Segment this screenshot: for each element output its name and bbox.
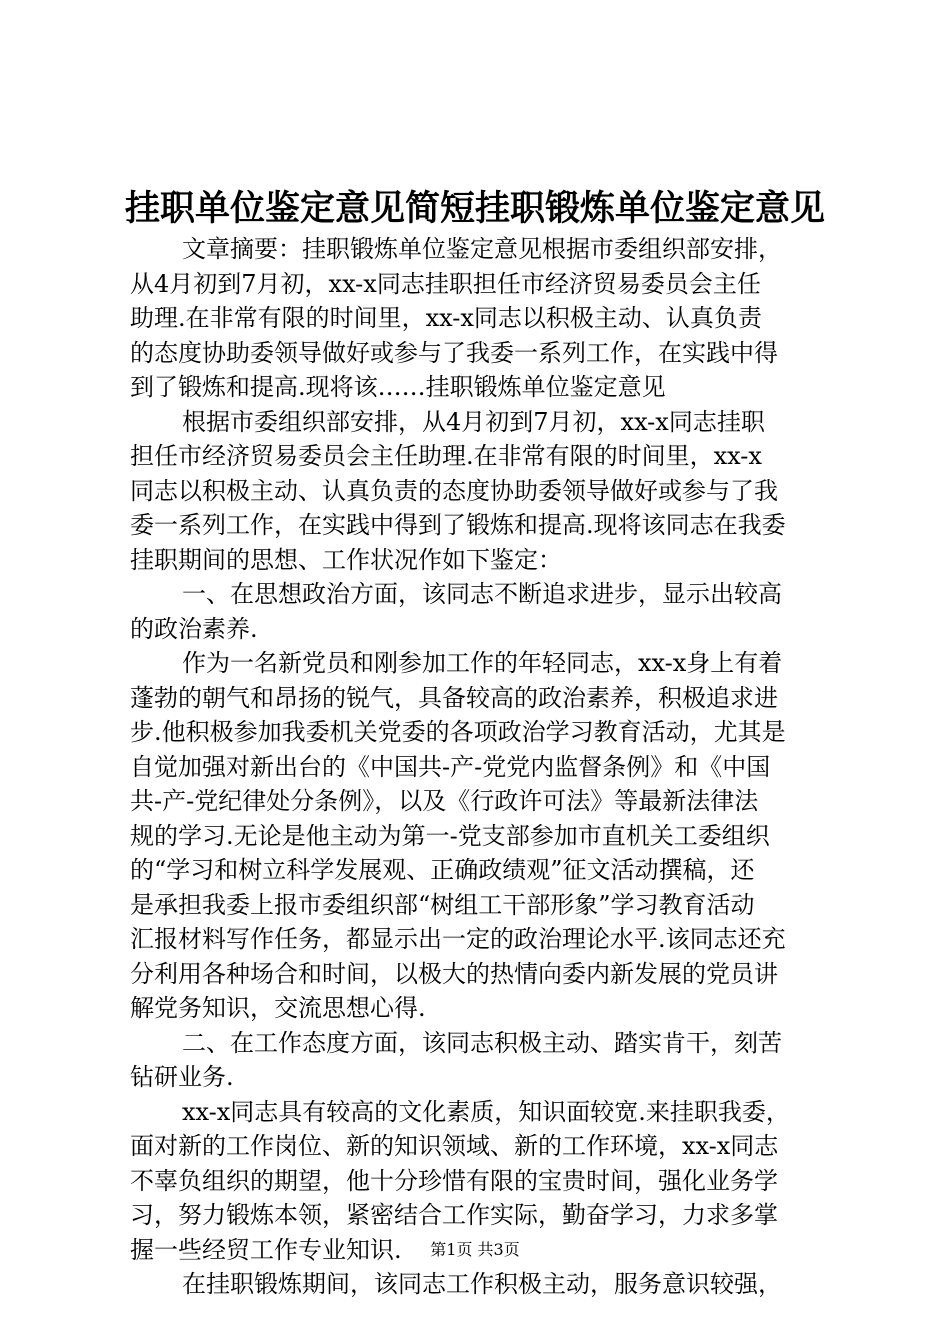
document-title: 挂职单位鉴定意见简短挂职锻炼单位鉴定意见 [124, 188, 825, 229]
paragraph-line: 钻研业务. [130, 1063, 234, 1091]
paragraph-line: 习，努力锻炼本领，紧密结合工作实际，勤奋学习，力求多掌 [130, 1201, 778, 1229]
paragraph-line: 分利用各种场合和时间，以极大的热情向委内新发展的党员讲 [130, 959, 778, 988]
paragraph-line: 解党务知识，交流思想心得. [130, 994, 426, 1022]
paragraph-line: 共-产-党纪律处分条例》，以及《行政许可法》等最新法律法 [130, 787, 759, 815]
paragraph-line: 不辜负组织的期望，他十分珍惜有限的宝贵时间，强化业务学 [130, 1166, 778, 1195]
paragraph-line: 担任市经济贸易委员会主任助理.在非常有限的时间里，xx-x [130, 442, 762, 470]
paragraph-line: 根据市委组织部安排，从4月初到7月初，xx-x同志挂职 [182, 407, 765, 436]
paragraph-line: 的政治素养. [130, 614, 258, 643]
paragraph-line: 握一些经贸工作专业知识. [130, 1235, 402, 1264]
paragraph-line: 蓬勃的朝气和昂扬的锐气，具备较高的政治素养，积极追求进 [130, 683, 778, 712]
paragraph-line: 挂职期间的思想、工作状况作如下鉴定： [130, 545, 562, 574]
paragraph-line: 一、在思想政治方面，该同志不断追求进步，显示出较高 [182, 580, 782, 608]
page-number-footer: 第1页 共3页 [430, 1240, 520, 1259]
paragraph-line: 文章摘要：挂职锻炼单位鉴定意见根据市委组织部安排， [182, 235, 782, 263]
paragraph-line: 同志以积极主动、认真负责的态度协助委领导做好或参与了我 [130, 476, 778, 505]
paragraph-line: 步.他积极参加我委机关党委的各项政治学习教育活动，尤其是 [130, 718, 786, 746]
paragraph-line: 二、在工作态度方面，该同志积极主动、踏实肯干，刻苦 [182, 1028, 782, 1057]
paragraph-line: 自觉加强对新出台的《中国共-产-党党内监督条例》和《中国 [130, 752, 771, 781]
paragraph-line: 从4月初到7月初，xx-x同志挂职担任市经济贸易委员会主任 [130, 269, 761, 298]
document-body [130, 232, 830, 1302]
paragraph-line: 汇报材料写作任务，都显示出一定的政治理论水平.该同志还充 [130, 925, 786, 953]
paragraph-line: 的态度协助委领导做好或参与了我委一系列工作，在实践中得 [130, 338, 778, 367]
paragraph-line: 委一系列工作，在实践中得到了锻炼和提高.现将该同志在我委 [130, 511, 786, 539]
paragraph-line: 是承担我委上报市委组织部“树组工干部形象”学习教育活动 [130, 890, 755, 919]
paragraph-line: 面对新的工作岗位、新的知识领域、新的工作环境，xx-x同志 [130, 1132, 779, 1160]
paragraph-line: 作为一名新党员和刚参加工作的年轻同志，xx-x身上有着 [182, 649, 783, 677]
paragraph-line: 助理.在非常有限的时间里，xx-x同志以积极主动、认真负责 [130, 304, 762, 332]
paragraph-line: 规的学习.无论是他主动为第一-党支部参加市直机关工委组织 [130, 821, 770, 850]
paragraph-line: 在挂职锻炼期间，该同志工作积极主动，服务意识较强， [182, 1270, 782, 1298]
paragraph-line: 到了锻炼和提高.现将该……挂职锻炼单位鉴定意见 [130, 373, 666, 401]
paragraph-line: xx-x同志具有较高的文化素质，知识面较宽.来挂职我委， [182, 1097, 790, 1126]
paragraph-line: 的“学习和树立科学发展观、正确政绩观”征文活动撰稿，还 [130, 856, 755, 884]
